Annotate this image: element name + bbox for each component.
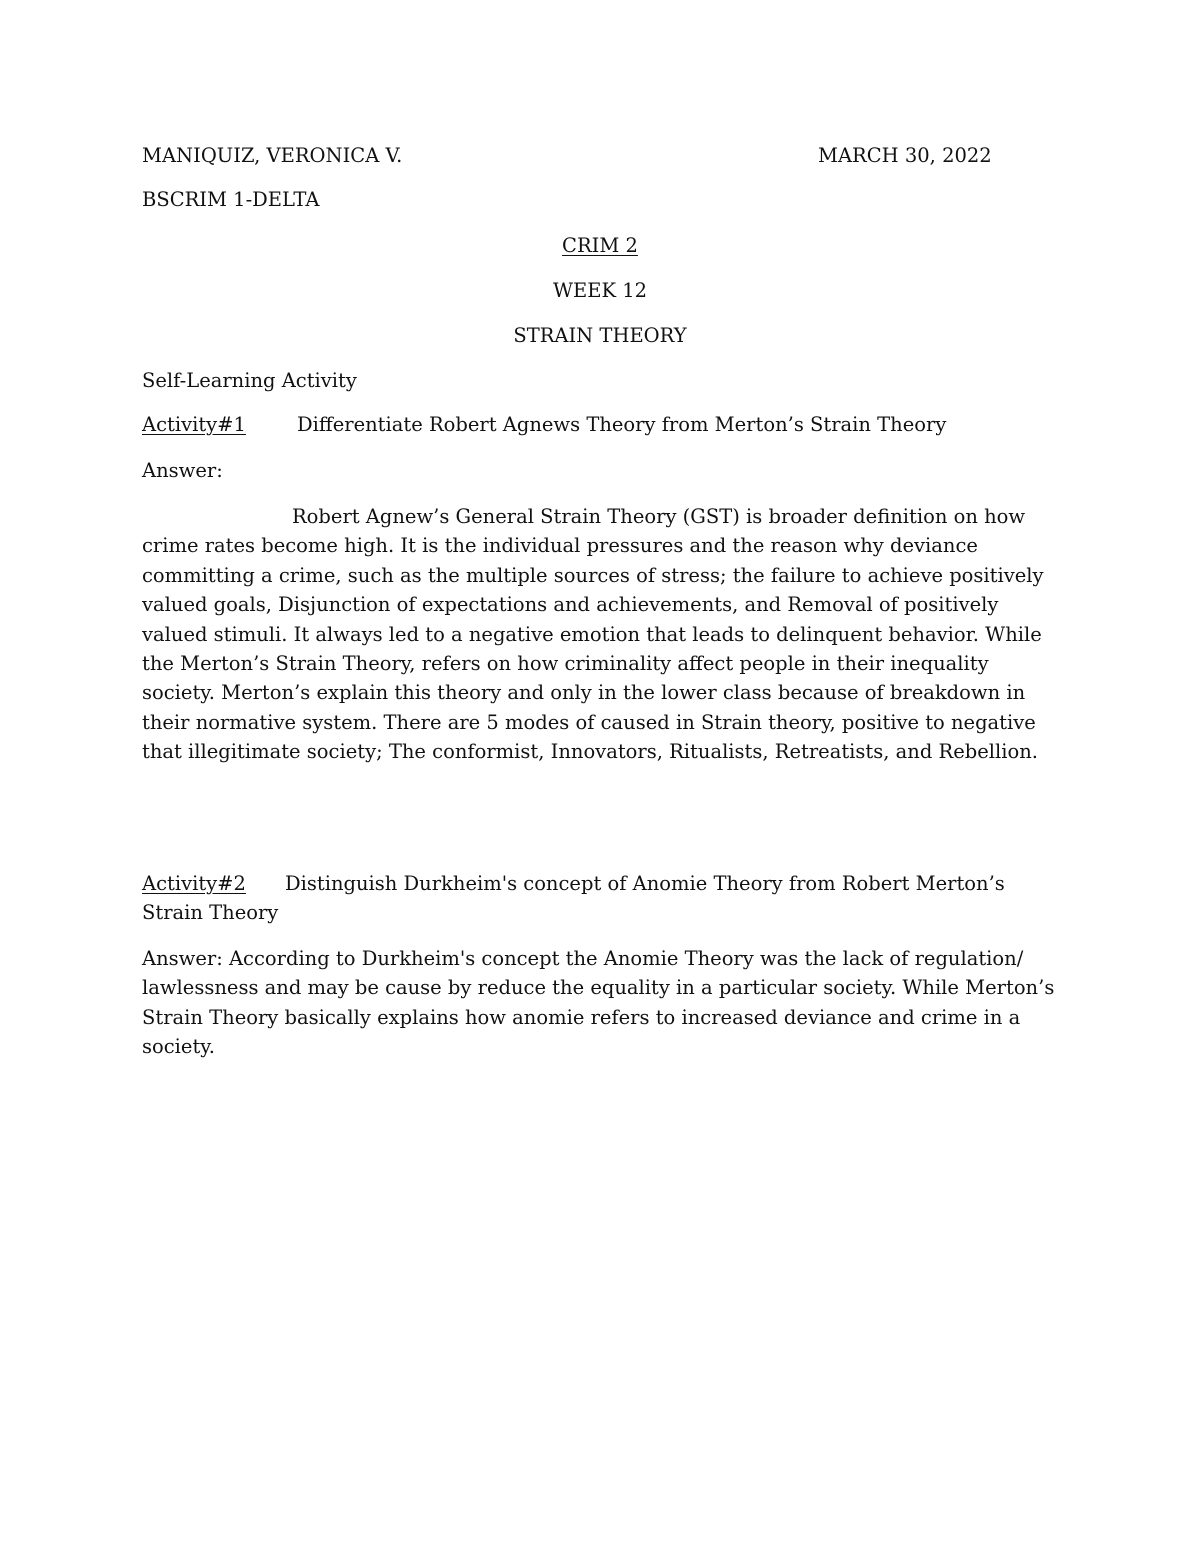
activity2-answer-paragraph: Answer: According to Durkheim's concept the Anomie Theory was the lack of regulation/ lawlessness and may be cause by reduce the equality in a particular society. While Merton’s Strain Theory basically explains how anomie refers to increased deviance and crime in a society.	[142, 947, 1055, 1059]
submission-date: MARCH 30, 2022	[818, 144, 992, 167]
course-section: BSCRIM 1-DELTA	[142, 188, 320, 211]
activity2-prompt-line1: Distinguish Durkheim's concept of Anomie Theory from Robert Merton’s	[285, 872, 1005, 895]
week-title: WEEK 12	[552, 279, 648, 302]
activity1-label: Activity#1	[142, 413, 246, 436]
course-title: CRIM 2	[562, 234, 638, 257]
activity1-answer-paragraph: Robert Agnew’s General Strain Theory (GST) is broader definition on how crime rates become high. It is the individual pressures and the reason why deviance committing a crime, such as the multiple sources of stress; the failure to achieve positively valued goals, Disjunction of expectations and achievements, and Removal of positively valued stimuli. It always led to a negative emotion that leads to delinquent behavior. While the Merton’s Strain Theory, refers on how criminality affect people in their inequality society. Merton’s explain this theory and only in the lower class because of breakdown in their normative system. There are 5 modes of caused in Strain theory, positive to negative that illegitimate society; The conformist, Innovators, Ritualists, Retreatists, and Rebellion.	[142, 505, 1044, 764]
activity1-answer-label: Answer:	[142, 459, 223, 482]
topic-title: STRAIN THEORY	[513, 324, 687, 347]
activity1-prompt: Differentiate Robert Agnews Theory from Merton’s Strain Theory	[297, 413, 947, 436]
self-learning-heading: Self-Learning Activity	[142, 369, 357, 392]
course-title-row	[0, 234, 1200, 257]
activity2-label: Activity#2	[142, 872, 246, 895]
activity2-prompt-line2: Strain Theory	[142, 901, 279, 924]
student-name: MANIQUIZ, VERONICA V.	[142, 144, 403, 167]
